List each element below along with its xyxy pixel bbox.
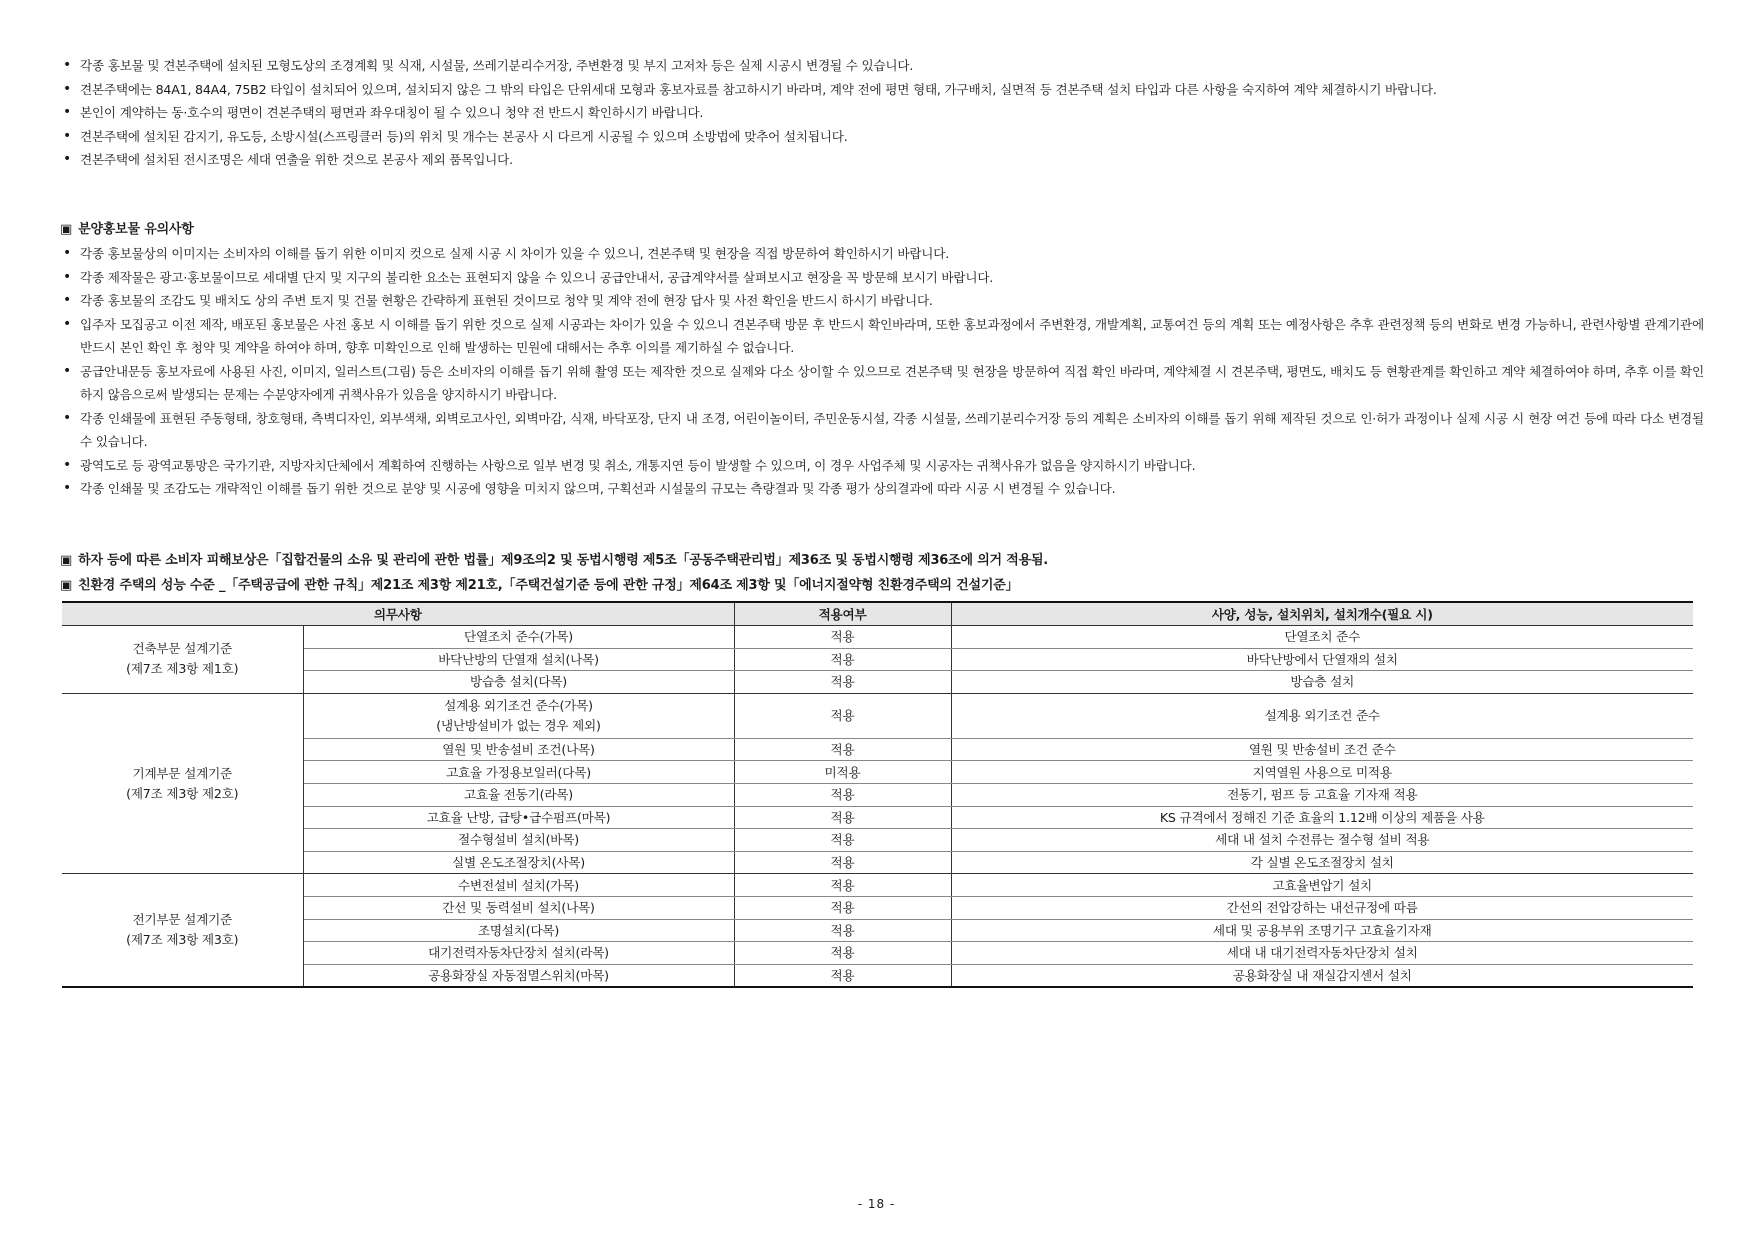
applied-cell: 적용 bbox=[734, 626, 951, 649]
applied-cell: 적용 bbox=[734, 896, 951, 919]
item-cell: 고효율 가정용보일러(다목) bbox=[303, 761, 734, 784]
item-cell: 대기전력자동차단장치 설치(라목) bbox=[303, 942, 734, 965]
list-item: • 각종 인쇄물에 표현된 주동형태, 창호형태, 측벽디자인, 외부색채, 외벽로고사인, 외벽마감, 식재, 바닥포장, 단지 내 조경, 어린이놀이터, 주민운동시설, 각종 시설물, 쓰레기분리수거장 등의 계획은 소비자의 이해를 돕기 위해 제작된 것으로 인·허가 과정이나 실제 시공 시 현장 여건 등에 따라 다소 변경될 수 있습니다. bbox=[62, 407, 1704, 454]
category-cell bbox=[62, 874, 303, 987]
spec-cell: 열원 및 반송설비 조건 준수 bbox=[951, 738, 1693, 761]
table-row bbox=[62, 693, 1693, 738]
spec-cell: 공용화장실 내 재실감지센서 설치 bbox=[951, 964, 1693, 987]
promotion-notice-list bbox=[62, 242, 1704, 501]
table-row bbox=[62, 851, 1693, 874]
applied-cell: 적용 bbox=[734, 964, 951, 987]
column-header-obligation: 의무사항 bbox=[62, 602, 734, 626]
applied-cell: 적용 bbox=[734, 738, 951, 761]
eco-housing-heading bbox=[60, 576, 1018, 596]
category-title: 건축부문 설계기준 bbox=[132, 641, 233, 657]
spec-cell: 방습층 설치 bbox=[951, 671, 1693, 694]
eco-housing-text: 친환경 주택의 성능 수준 _「주택공급에 관한 규칙」제21조 제3항 제21호,「주택건설기준 등에 관한 규정」제64조 제3항 및「에너지절약형 친환경주택의 건설기준」 bbox=[78, 578, 1019, 593]
spec-cell: 고효율변압기 설치 bbox=[951, 874, 1693, 897]
item-cell: 단열조치 준수(가목) bbox=[303, 626, 734, 649]
square-bullet-icon: ▣ bbox=[60, 553, 73, 568]
applied-cell: 미적용 bbox=[734, 761, 951, 784]
table-row bbox=[62, 761, 1693, 784]
table-row bbox=[62, 671, 1693, 694]
table-row bbox=[62, 964, 1693, 987]
item-cell: 고효율 난방, 급탕•급수펌프(마목) bbox=[303, 806, 734, 829]
item-cell: 공용화장실 자동점멸스위치(마목) bbox=[303, 964, 734, 987]
spec-cell: 세대 내 대기전력자동차단장치 설치 bbox=[951, 942, 1693, 965]
square-bullet-icon: ▣ bbox=[60, 222, 73, 237]
list-item: • 입주자 모집공고 이전 제작, 배포된 홍보물은 사전 홍보 시 이해를 돕기 위한 것으로 실제 시공과는 차이가 있을 수 있으니 견본주택 방문 후 반드시 확인바라며, 또한 홍보과정에서 주변환경, 개발계획, 교통여건 등의 계획 또는 예정사항은 추후 관련정책 등의 변화로 변경 가능하니, 관련사항별 관계기관에 반드시 본인 확인 후 청약 및 계약을 하여야 하며, 향후 미확인으로 인해 발생하는 민원에 대해서는 추후 이의를 제기하실 수 없습니다. bbox=[62, 313, 1704, 360]
applied-cell: 적용 bbox=[734, 671, 951, 694]
category-subtitle: (제7조 제3항 제2호) bbox=[126, 785, 239, 801]
table-row bbox=[62, 896, 1693, 919]
table-row bbox=[62, 738, 1693, 761]
table-header-row bbox=[62, 602, 1693, 626]
item-cell: 바닥난방의 단열재 설치(나목) bbox=[303, 648, 734, 671]
spec-cell: 각 실별 온도조절장치 설치 bbox=[951, 851, 1693, 874]
compensation-text: 하자 등에 따른 소비자 피해보상은「집합건물의 소유 및 관리에 관한 법률」제9조의2 및 동법시행령 제5조「공동주택관리법」제36조 및 동법시행령 제36조에 의거 적용됨. bbox=[78, 553, 1049, 568]
list-item: • 본인이 계약하는 동·호수의 평면이 견본주택의 평면과 좌우대칭이 될 수 있으니 청약 전 반드시 확인하시기 바랍니다. bbox=[62, 101, 1704, 125]
applied-cell: 적용 bbox=[734, 829, 951, 852]
table-row bbox=[62, 829, 1693, 852]
list-item: • 각종 홍보물의 조감도 및 배치도 상의 주변 토지 및 건물 현황은 간략하게 표현된 것이므로 청약 및 계약 전에 현장 답사 및 사전 확인을 반드시 하시기 바랍니다. bbox=[62, 289, 1704, 313]
column-header-applied: 적용여부 bbox=[734, 602, 951, 626]
model-house-notes bbox=[62, 54, 1704, 172]
applied-cell: 적용 bbox=[734, 648, 951, 671]
spec-cell: 설계용 외기조건 준수 bbox=[951, 693, 1693, 738]
spec-cell: 바닥난방에서 단열재의 설치 bbox=[951, 648, 1693, 671]
table-row bbox=[62, 919, 1693, 942]
applied-cell: 적용 bbox=[734, 942, 951, 965]
compensation-heading bbox=[60, 551, 1048, 571]
spec-cell: 지역열원 사용으로 미적용 bbox=[951, 761, 1693, 784]
category-cell bbox=[62, 626, 303, 694]
section-heading-notice bbox=[60, 220, 194, 240]
list-item: • 견본주택에 설치된 전시조명은 세대 연출을 위한 것으로 본공사 제외 품목입니다. bbox=[62, 148, 1704, 172]
table-row bbox=[62, 648, 1693, 671]
square-bullet-icon: ▣ bbox=[60, 578, 73, 593]
spec-cell: 단열조치 준수 bbox=[951, 626, 1693, 649]
applied-cell: 적용 bbox=[734, 851, 951, 874]
spec-cell: 세대 및 공용부위 조명기구 고효율기자재 bbox=[951, 919, 1693, 942]
spec-cell: KS 규격에서 정해진 기준 효율의 1.12배 이상의 제품을 사용 bbox=[951, 806, 1693, 829]
table-row bbox=[62, 942, 1693, 965]
list-item: • 각종 홍보물상의 이미지는 소비자의 이해를 돕기 위한 이미지 컷으로 실제 시공 시 차이가 있을 수 있으니, 견본주택 및 현장을 직접 방문하여 확인하시기 바랍니다. bbox=[62, 242, 1704, 266]
list-item: • 각종 홍보물 및 견본주택에 설치된 모형도상의 조경계획 및 식재, 시설물, 쓰레기분리수거장, 주변환경 및 부지 고저차 등은 실제 시공시 변경될 수 있습니다. bbox=[62, 54, 1704, 78]
item-cell: 수변전설비 설치(가목) bbox=[303, 874, 734, 897]
list-item: • 각종 제작물은 광고·홍보물이므로 세대별 단지 및 지구의 불리한 요소는 표현되지 않을 수 있으니 공급안내서, 공급계약서를 살펴보시고 현장을 꼭 방문해 보시기 바랍니다. bbox=[62, 266, 1704, 290]
table-row bbox=[62, 783, 1693, 806]
list-item: • 견본주택에 설치된 감지기, 유도등, 소방시설(스프링클러 등)의 위치 및 개수는 본공사 시 다르게 시공될 수 있으며 소방법에 맞추어 설치됩니다. bbox=[62, 125, 1704, 149]
applied-cell: 적용 bbox=[734, 874, 951, 897]
category-subtitle: (제7조 제3항 제1호) bbox=[126, 661, 239, 677]
item-cell bbox=[303, 693, 734, 738]
page-number: - 18 - bbox=[857, 1197, 896, 1211]
item-subtext: (냉난방설비가 없는 경우 제외) bbox=[436, 717, 601, 733]
item-cell: 간선 및 동력설비 설치(나목) bbox=[303, 896, 734, 919]
table-row bbox=[62, 626, 1693, 649]
item-cell: 실별 온도조절장치(사목) bbox=[303, 851, 734, 874]
spec-cell: 세대 내 설치 수전류는 절수형 설비 적용 bbox=[951, 829, 1693, 852]
item-cell: 열원 및 반송설비 조건(나목) bbox=[303, 738, 734, 761]
list-item: • 광역도로 등 광역교통망은 국가기관, 지방자치단체에서 계획하여 진행하는 사항으로 일부 변경 및 취소, 개통지연 등이 발생할 수 있으며, 이 경우 사업주체 및 시공자는 귀책사유가 없음을 양지하시기 바랍니다. bbox=[62, 454, 1704, 478]
item-cell: 방습층 설치(다목) bbox=[303, 671, 734, 694]
item-cell: 조명설치(다목) bbox=[303, 919, 734, 942]
list-item: • 공급안내문등 홍보자료에 사용된 사진, 이미지, 일러스트(그림) 등은 소비자의 이해를 돕기 위해 촬영 또는 제작한 것으로 실제와 다소 상이할 수 있으므로 견본주택 및 현장을 방문하여 직접 확인 바라며, 계약체결 시 견본주택, 평면도, 배치도 등 현황관계를 확인하고 계약 체결하여야 하며, 추후 이를 확인하지 않음으로써 발생되는 문제는 수분양자에게 귀책사유가 있음을 양지하시기 바랍니다. bbox=[62, 360, 1704, 407]
category-title: 전기부문 설계기준 bbox=[132, 912, 233, 928]
list-item: • 각종 인쇄물 및 조감도는 개략적인 이해를 돕기 위한 것으로 분양 및 시공에 영향을 미치지 않으며, 구획선과 시설물의 규모는 측량결과 및 각종 평가 상의결과에 따라 시공 시 변경될 수 있습니다. bbox=[62, 477, 1704, 501]
spec-cell: 간선의 전압강하는 내선규정에 따름 bbox=[951, 896, 1693, 919]
table-row bbox=[62, 806, 1693, 829]
table-row bbox=[62, 874, 1693, 897]
category-cell bbox=[62, 693, 303, 874]
applied-cell: 적용 bbox=[734, 806, 951, 829]
list-item: • 견본주택에는 84A1, 84A4, 75B2 타입이 설치되어 있으며, 설치되지 않은 그 밖의 타입은 단위세대 모형과 홍보자료를 참고하시기 바라며, 계약 전에 평면 형태, 가구배치, 실면적 등 견본주택 설치 타입과 다른 사항을 숙지하여 계약 체결하시기 바랍니다. bbox=[62, 78, 1704, 102]
column-header-spec: 사양, 성능, 설치위치, 설치개수(필요 시) bbox=[951, 602, 1693, 626]
applied-cell: 적용 bbox=[734, 693, 951, 738]
section-heading-text: 분양홍보물 유의사항 bbox=[78, 222, 194, 237]
applied-cell: 적용 bbox=[734, 919, 951, 942]
category-title: 기계부문 설계기준 bbox=[132, 765, 233, 781]
applied-cell: 적용 bbox=[734, 783, 951, 806]
item-text: 설계용 외기조건 준수(가목) bbox=[444, 697, 593, 713]
spec-cell: 전동기, 펌프 등 고효율 기자재 적용 bbox=[951, 783, 1693, 806]
eco-performance-table bbox=[62, 601, 1693, 988]
item-cell: 절수형설비 설치(바목) bbox=[303, 829, 734, 852]
category-subtitle: (제7조 제3항 제3호) bbox=[126, 932, 239, 948]
item-cell: 고효율 전동기(라목) bbox=[303, 783, 734, 806]
